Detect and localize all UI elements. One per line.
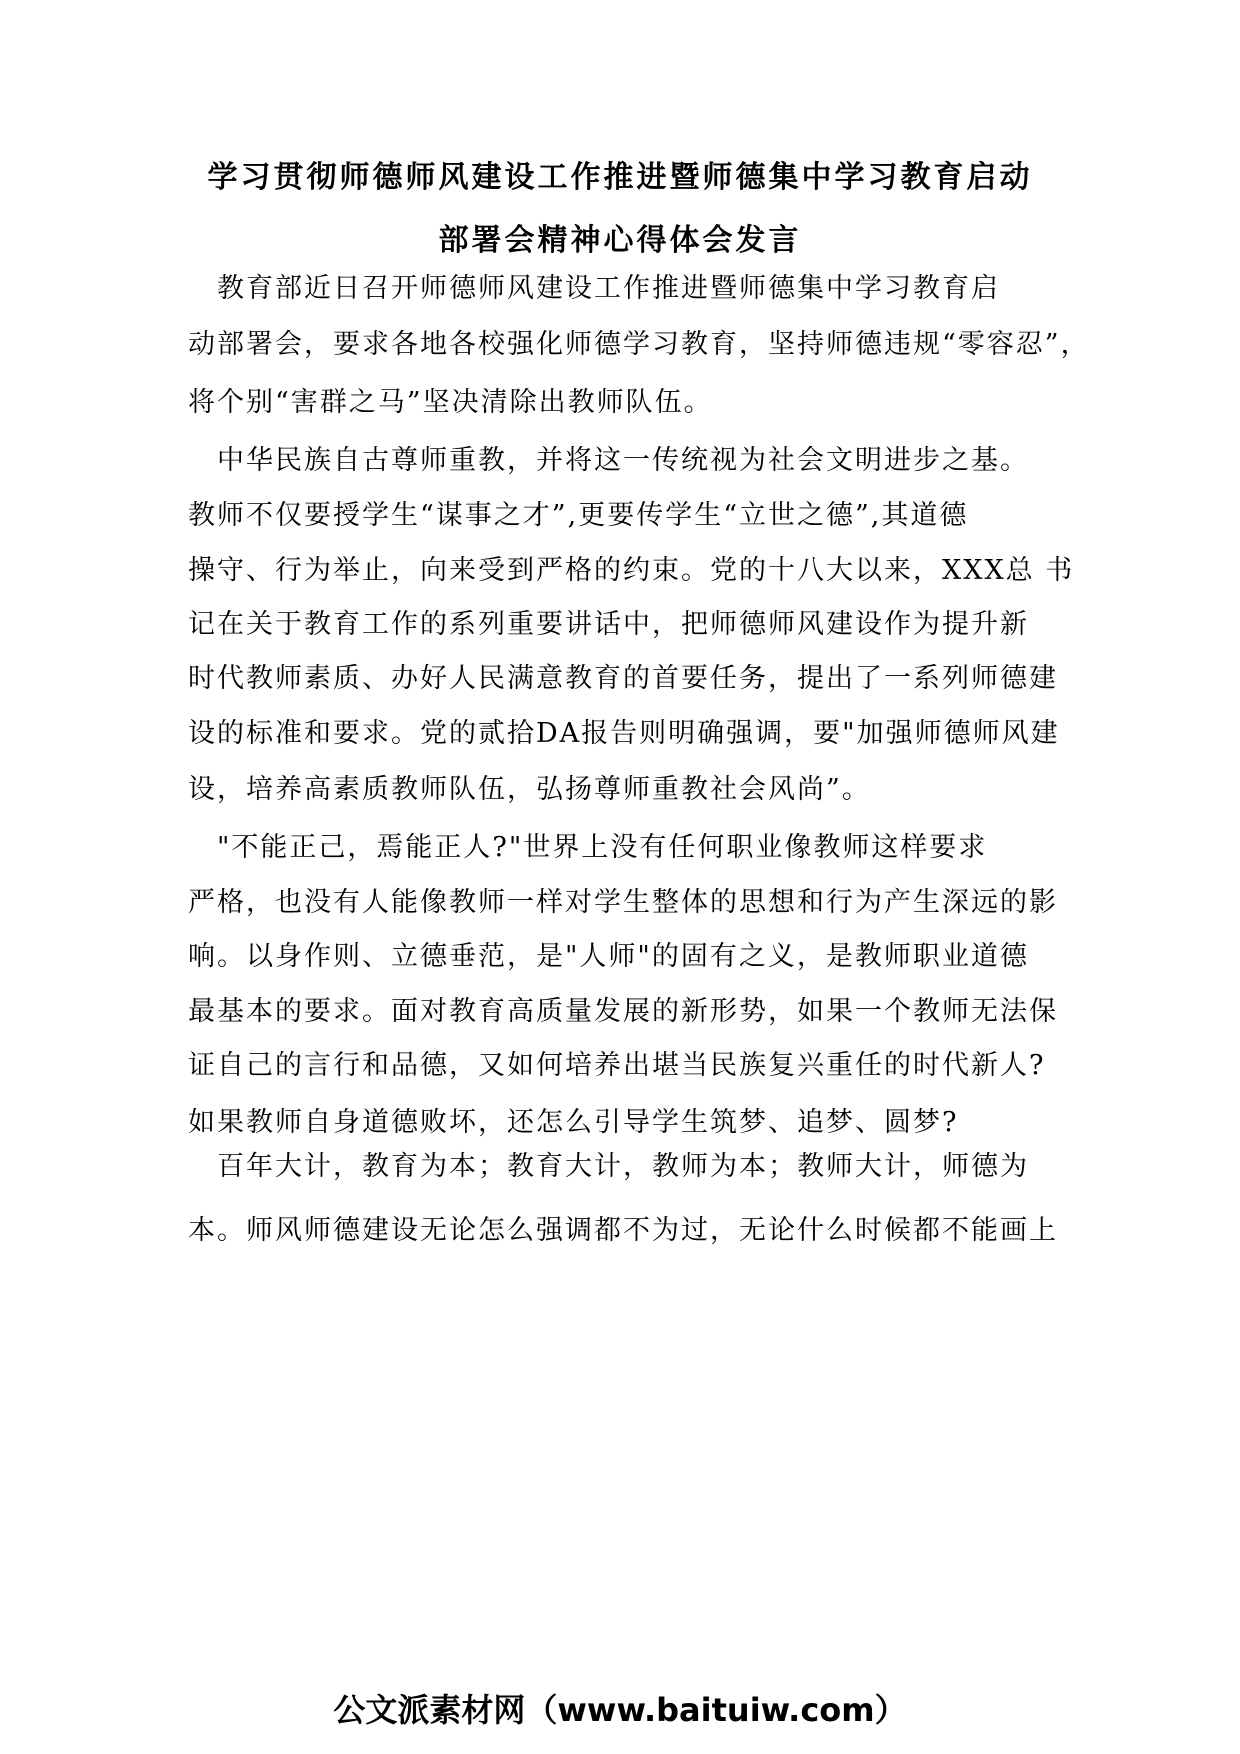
body-line: 教育部近日召开师德师风建设工作推进暨师德集中学习教育启 [188,273,1000,304]
document-title-line-2: 部署会精神心得体会发言 [438,223,802,258]
body-line: 严格，也没有人能像教师一样对学生整体的思想和行为产生深远的影 [188,887,1058,918]
body-line: 设，培养高素质教师队伍，弘扬尊师重教社会风尚”。 [188,774,871,805]
body-line: 设的标准和要求。党的贰拾DA报告则明确强调，要"加强师德师风建 [188,718,1060,749]
body-line: "不能正己，焉能正人?"世界上没有任何职业像教师这样要求 [188,832,988,863]
body-line: 响。以身作则、立德垂范，是"人师"的固有之义，是教师职业道德 [188,941,1029,972]
body-line: 中华民族自古尊师重教，并将这一传统视为社会文明进步之基。 [188,445,1029,476]
body-line: 教师不仅要授学生“谋事之才”,更要传学生“立世之德”,其道德 [188,500,969,531]
body-line: 时代教师素质、办好人民满意教育的首要任务，提出了一系列师德建 [188,663,1058,694]
site-watermark: 公文派素材网（www.baituiw.com） [333,1691,907,1729]
body-line: 动部署会，要求各地各校强化师德学习教育，坚持师德违规“零容忍”， [188,329,1090,360]
body-line: 最基本的要求。面对教育高质量发展的新形势，如果一个教师无法保 [188,996,1058,1027]
body-line: 操守、行为举止，向来受到严格的约束。党的十八大以来，XXX总 书 [188,555,1075,586]
body-line: 证自己的言行和品德，又如何培养出堪当民族复兴重任的时代新人? [188,1050,1046,1081]
body-line: 如果教师自身道德败坏，还怎么引导学生筑梦、追梦、圆梦? [188,1107,959,1138]
body-line: 记在关于教育工作的系列重要讲话中，把师德师风建设作为提升新 [188,609,1029,640]
body-line: 将个别“害群之马”坚决清除出教师队伍。 [188,387,713,418]
body-line: 百年大计，教育为本；教育大计，教师为本；教师大计，师德为 [188,1151,1029,1182]
body-line: 本。师风师德建设无论怎么强调都不为过，无论什么时候都不能画上 [188,1215,1058,1246]
document-title-line-1: 学习贯彻师德师风建设工作推进暨师德集中学习教育启动 [207,160,1033,195]
